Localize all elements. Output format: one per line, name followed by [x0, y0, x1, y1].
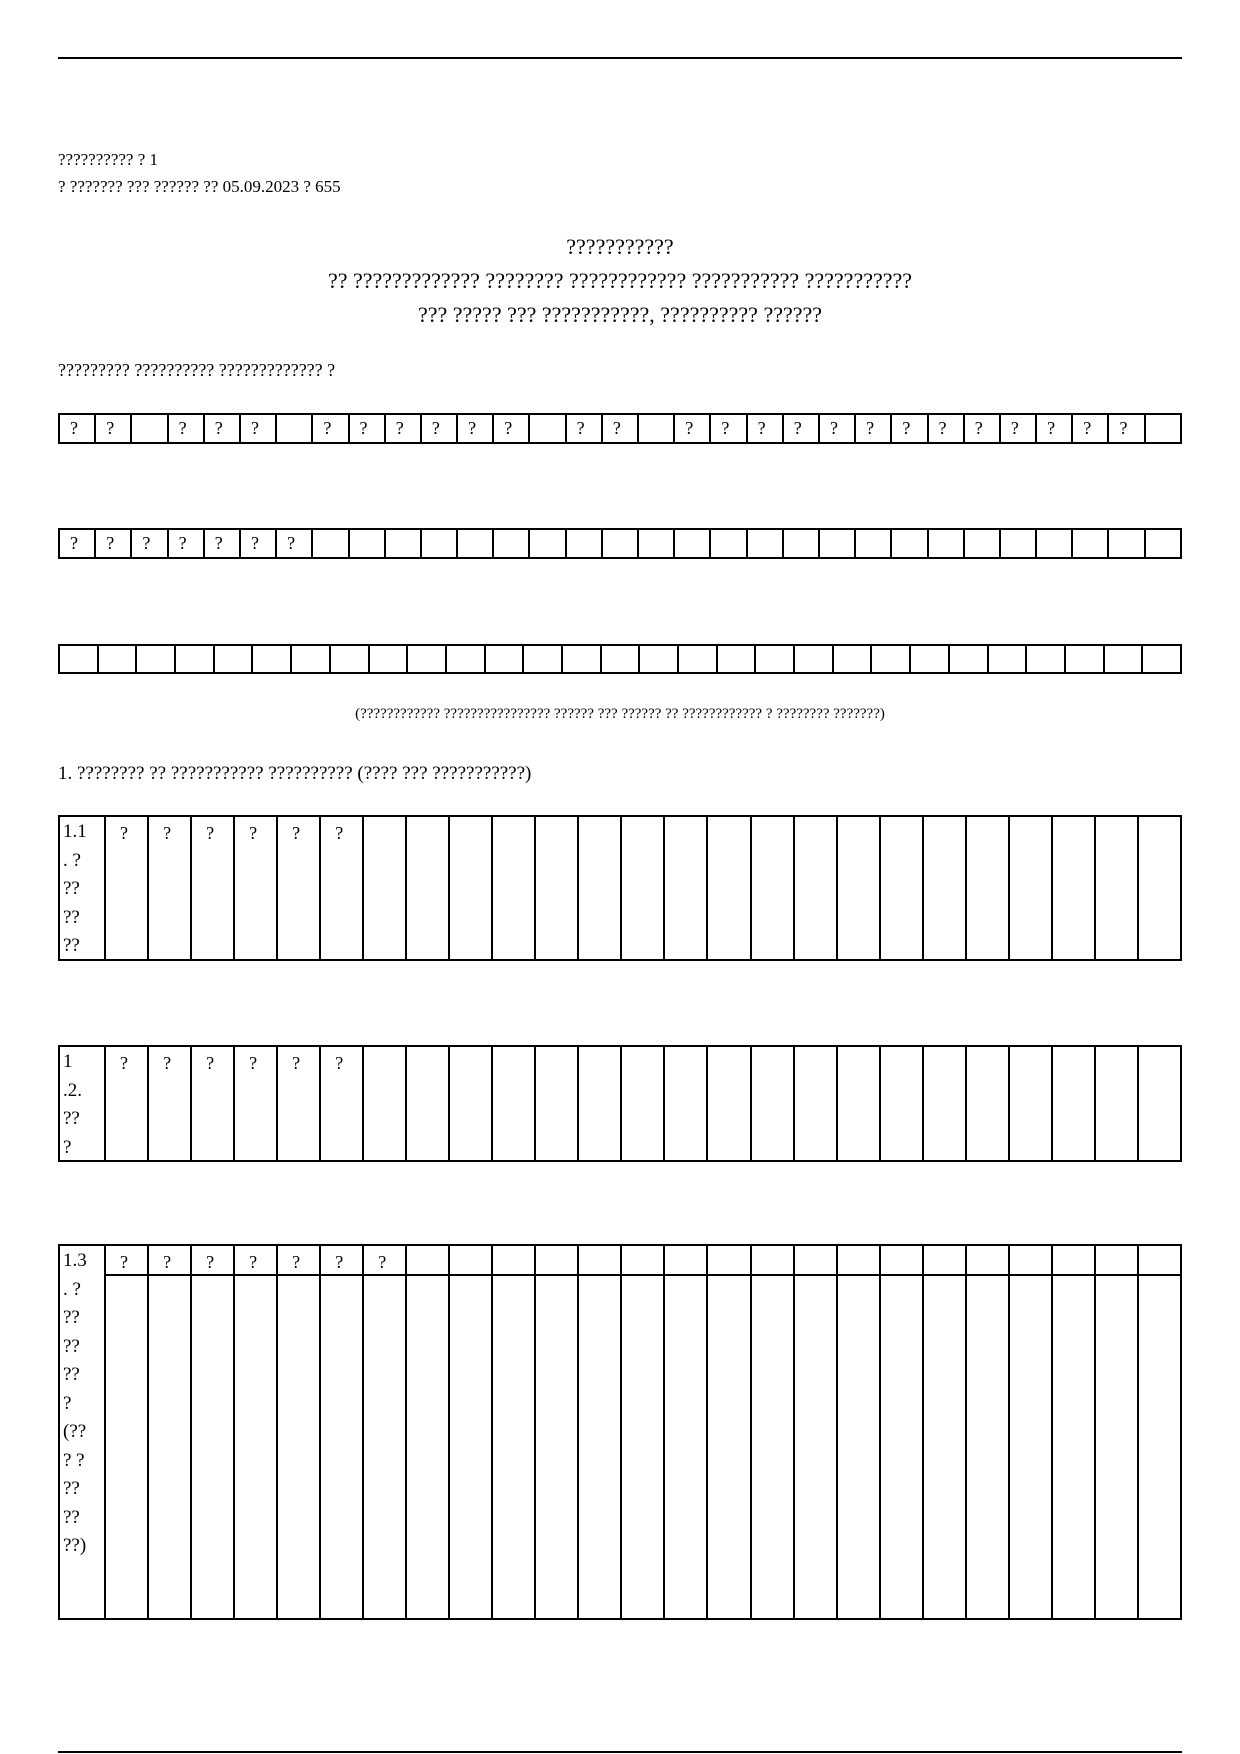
column-header-cell[interactable]: [795, 1246, 836, 1276]
name-row-3-cell[interactable]: [99, 646, 138, 672]
column-header-cell[interactable]: [665, 1246, 706, 1276]
table-1-1-column[interactable]: [149, 817, 192, 959]
name-row-2-cell[interactable]: [60, 530, 96, 557]
name-row-1-cell[interactable]: [820, 415, 856, 442]
name-row-3-cell[interactable]: [640, 646, 679, 672]
table-1-1-column[interactable]: [708, 817, 751, 959]
name-row-2-cell[interactable]: [530, 530, 566, 557]
table-1-2-column[interactable]: [924, 1047, 967, 1160]
cell-character: ?: [431, 418, 440, 438]
name-row-3-cell[interactable]: [215, 646, 254, 672]
name-row-2-cell[interactable]: [1001, 530, 1037, 557]
name-row-2-cell[interactable]: [205, 530, 241, 557]
form-title-line-3: ??? ????? ??? ???????????, ?????????? ??????: [417, 302, 823, 327]
cell-character: ?: [323, 418, 332, 438]
cell-character: ?: [163, 823, 172, 843]
cell-character: ?: [120, 1252, 129, 1272]
table-1-1-column[interactable]: [1010, 817, 1053, 959]
name-row-1-cell[interactable]: [965, 415, 1001, 442]
table-1-2-column[interactable]: [1010, 1047, 1053, 1160]
name-row-3-cell[interactable]: [718, 646, 757, 672]
name-row-1-cell[interactable]: [1001, 415, 1037, 442]
table-1-1-label: [60, 817, 106, 959]
name-row-2-cell[interactable]: [856, 530, 892, 557]
name-row-2-cell[interactable]: [313, 530, 349, 557]
name-row-3-cell[interactable]: [950, 646, 989, 672]
label-line: ?: [63, 1136, 72, 1158]
cell-character: ?: [292, 1252, 301, 1272]
name-row-3-cell[interactable]: [447, 646, 486, 672]
table-1-2: [58, 1045, 1182, 1162]
column-header-cell[interactable]: [1010, 1246, 1051, 1276]
name-caption: (???????????? ???????????????? ?????? ??? ?????? ?? ???????????? ? ???????? ???????): [355, 706, 885, 722]
name-row-1-cell[interactable]: [1146, 415, 1180, 442]
name-row-2-cell[interactable]: [784, 530, 820, 557]
table-1-2-column[interactable]: [536, 1047, 579, 1160]
table-1-2-column[interactable]: [106, 1047, 149, 1160]
name-row-2-cell[interactable]: [748, 530, 784, 557]
cell-character: ?: [70, 533, 78, 553]
label-line: 1: [63, 1051, 73, 1072]
table-1-3-column[interactable]: [493, 1246, 536, 1618]
section-1-heading: 1. ???????? ?? ??????????? ?????????? (???? ??? ???????????): [58, 763, 532, 784]
name-row-2-cell[interactable]: [241, 530, 277, 557]
name-row-2-cell[interactable]: [422, 530, 458, 557]
column-header-cell[interactable]: [838, 1246, 879, 1276]
table-1-3-column[interactable]: [795, 1246, 838, 1618]
name-row-1-cell[interactable]: [1073, 415, 1109, 442]
cell-character: ?: [974, 418, 983, 438]
table-1-1-column[interactable]: [924, 817, 967, 959]
cell-character: ?: [335, 1053, 344, 1073]
cell-character: ?: [359, 418, 368, 438]
name-row-2-cell[interactable]: [1109, 530, 1145, 557]
table-1-1-column[interactable]: [1139, 817, 1180, 959]
name-row-3-cell[interactable]: [1143, 646, 1180, 672]
name-row-3-cell[interactable]: [370, 646, 409, 672]
cell-character: ?: [250, 418, 259, 438]
name-row-2-cell[interactable]: [639, 530, 675, 557]
name-row-2-cell[interactable]: [892, 530, 928, 557]
column-header-cell[interactable]: [450, 1246, 491, 1276]
top-rule: [58, 57, 1182, 59]
table-1-1-column[interactable]: [536, 817, 579, 959]
table-1-3-column[interactable]: [622, 1246, 665, 1618]
cell-character: ?: [287, 533, 296, 553]
name-row-1-cell[interactable]: [205, 415, 241, 442]
label-line: ??: [63, 1364, 80, 1385]
table-1-2-column[interactable]: [665, 1047, 708, 1160]
table-1-2-column[interactable]: [881, 1047, 924, 1160]
table-1-3-column[interactable]: [536, 1246, 579, 1618]
name-row-2-cell[interactable]: [494, 530, 530, 557]
label-line: (??: [63, 1421, 87, 1442]
table-1-3-column[interactable]: [1096, 1246, 1139, 1618]
column-header-cell[interactable]: [579, 1246, 620, 1276]
name-row-3-cell[interactable]: [1105, 646, 1144, 672]
label-line: ?: [63, 1392, 72, 1414]
table-1-2-column[interactable]: [235, 1047, 278, 1160]
cell-character: ?: [504, 418, 513, 438]
cell-character: ?: [214, 533, 223, 553]
table-1-2-column[interactable]: [622, 1047, 665, 1160]
name-row-2-cell[interactable]: [1146, 530, 1180, 557]
name-row-1-cell[interactable]: [711, 415, 747, 442]
cell-character: ?: [378, 1252, 387, 1272]
name-row-3-cell[interactable]: [872, 646, 911, 672]
table-1-1-column[interactable]: [1096, 817, 1139, 959]
cell-character: ?: [1010, 418, 1019, 438]
cell-character: ?: [793, 418, 802, 438]
column-header-cell[interactable]: [1139, 1246, 1180, 1276]
table-1-1-column[interactable]: [1053, 817, 1096, 959]
cell-character: ?: [1047, 418, 1056, 438]
order-reference: ? ??????? ??? ?????? ?? 05.09.2023 ? 655: [58, 177, 341, 196]
cell-character: ?: [292, 1053, 301, 1073]
column-header-cell[interactable]: [752, 1246, 793, 1276]
label-line: ??: [63, 878, 80, 899]
name-row-3-cell[interactable]: [176, 646, 215, 672]
name-row-3-cell[interactable]: [137, 646, 176, 672]
name-row-1-cell[interactable]: [567, 415, 603, 442]
table-1-2-column[interactable]: [493, 1047, 536, 1160]
table-1-3-column[interactable]: [1053, 1246, 1096, 1618]
cell-character: ?: [612, 418, 621, 438]
table-1-3-column[interactable]: [106, 1246, 149, 1618]
cell-character: ?: [178, 533, 187, 553]
cell-character: ?: [829, 418, 838, 438]
label-line: ??: [63, 1307, 80, 1328]
cell-character: ?: [214, 418, 223, 438]
cell-character: ?: [335, 823, 344, 843]
cell-character: ?: [721, 418, 730, 438]
name-row-3-cell[interactable]: [563, 646, 602, 672]
table-1-2-column[interactable]: [967, 1047, 1010, 1160]
name-row-2-cell[interactable]: [929, 530, 965, 557]
column-header-cell[interactable]: [967, 1246, 1008, 1276]
table-1-2-column[interactable]: [450, 1047, 493, 1160]
name-row-1-cell[interactable]: [748, 415, 784, 442]
label-line: ? ?: [63, 1449, 85, 1471]
table-1-3-column[interactable]: [579, 1246, 622, 1618]
name-row-1-cell[interactable]: [856, 415, 892, 442]
name-row-1-cell[interactable]: [1109, 415, 1145, 442]
name-row-2-cell[interactable]: [603, 530, 639, 557]
table-1-2-column[interactable]: [192, 1047, 235, 1160]
label-line: ??): [63, 1535, 87, 1556]
bottom-rule: [58, 1751, 1182, 1753]
cell-character: ?: [576, 418, 585, 438]
table-1-3-column[interactable]: [665, 1246, 708, 1618]
table-1-1-column[interactable]: [665, 817, 708, 959]
table-1-3-column[interactable]: [149, 1246, 192, 1618]
table-1-1: [58, 815, 1182, 961]
name-row-1-cell[interactable]: [96, 415, 132, 442]
cell-character: ?: [120, 1053, 129, 1073]
name-row-1-cell[interactable]: [530, 415, 566, 442]
cell-character: ?: [757, 418, 766, 438]
cell-character: ?: [106, 533, 115, 553]
cell-character: ?: [1083, 418, 1092, 438]
table-1-3-column[interactable]: [450, 1246, 493, 1618]
name-row-2-cell[interactable]: [1037, 530, 1073, 557]
name-row-3-cell[interactable]: [60, 646, 99, 672]
name-row-2-cell[interactable]: [567, 530, 603, 557]
table-1-3-column[interactable]: [924, 1246, 967, 1618]
table-1-3-column[interactable]: [708, 1246, 751, 1618]
name-row-2-cell[interactable]: [386, 530, 422, 557]
name-row-3-cell[interactable]: [602, 646, 641, 672]
table-1-1-column[interactable]: [278, 817, 321, 959]
name-row-1-cell[interactable]: [132, 415, 168, 442]
table-1-1-column[interactable]: [622, 817, 665, 959]
name-row-3-cell[interactable]: [989, 646, 1028, 672]
label-line: ??: [63, 1506, 80, 1528]
cell-character: ?: [685, 418, 694, 438]
name-row-2-cell[interactable]: [169, 530, 205, 557]
name-row-1-cell[interactable]: [313, 415, 349, 442]
name-row-2-cell[interactable]: [711, 530, 747, 557]
cell-character: ?: [206, 823, 215, 843]
name-row-2-cell[interactable]: [96, 530, 132, 557]
column-header-cell[interactable]: [622, 1246, 663, 1276]
label-line: .2.: [63, 1079, 82, 1101]
name-row-3-cell[interactable]: [911, 646, 950, 672]
table-1-2-column[interactable]: [1053, 1047, 1096, 1160]
name-row-2-cell[interactable]: [458, 530, 494, 557]
cell-character: ?: [206, 1053, 215, 1073]
table-1-1-column[interactable]: [364, 817, 407, 959]
table-1-1-column[interactable]: [838, 817, 881, 959]
table-1-3-column[interactable]: [235, 1246, 278, 1618]
table-1-3-column[interactable]: [364, 1246, 407, 1618]
name-row-1-cell[interactable]: [422, 415, 458, 442]
label-line: . ?: [63, 1278, 81, 1300]
table-1-1-column[interactable]: [321, 817, 364, 959]
column-header-cell[interactable]: [881, 1246, 922, 1276]
table-1-2-column[interactable]: [708, 1047, 751, 1160]
label-line: ??: [63, 1335, 80, 1357]
name-row-1-cell[interactable]: [784, 415, 820, 442]
name-row-1-cell[interactable]: [277, 415, 313, 442]
table-1-1-column[interactable]: [407, 817, 450, 959]
name-row-2-cell[interactable]: [277, 530, 313, 557]
form-title-line-2: ?? ????????????? ???????? ???????????? ??????????? ???????????: [327, 268, 913, 293]
column-header-cell[interactable]: [536, 1246, 577, 1276]
name-row-1-cell[interactable]: [241, 415, 277, 442]
cell-character: ?: [395, 418, 404, 438]
appendix-label: ?????????? ? 1: [58, 150, 158, 169]
name-row-1-cell[interactable]: [603, 415, 639, 442]
name-row-3-cell[interactable]: [679, 646, 718, 672]
table-1-3-column[interactable]: [967, 1246, 1010, 1618]
table-1-2-column[interactable]: [795, 1047, 838, 1160]
table-1-3: [58, 1244, 1182, 1620]
table-1-2-column[interactable]: [364, 1047, 407, 1160]
name-row-3-cell[interactable]: [795, 646, 834, 672]
table-1-1-column[interactable]: [579, 817, 622, 959]
column-header-cell[interactable]: [1096, 1246, 1137, 1276]
table-1-3-column[interactable]: [278, 1246, 321, 1618]
name-row-1-cell[interactable]: [494, 415, 530, 442]
cell-character: ?: [163, 1053, 172, 1073]
label-line: 1.3: [63, 1250, 87, 1271]
table-1-1-column[interactable]: [192, 817, 235, 959]
column-header-cell[interactable]: [924, 1246, 965, 1276]
name-row-3-cell[interactable]: [834, 646, 873, 672]
table-1-3-column[interactable]: [881, 1246, 924, 1618]
label-line: ??: [63, 935, 80, 956]
label-line: ??: [63, 1108, 80, 1129]
name-row-3-cell[interactable]: [292, 646, 331, 672]
name-row-2-cell[interactable]: [1073, 530, 1109, 557]
name-row-3-cell[interactable]: [524, 646, 563, 672]
label-line: ??: [63, 906, 80, 928]
name-row-2-cell[interactable]: [132, 530, 168, 557]
cell-character: ?: [142, 533, 151, 553]
table-1-3-column[interactable]: [192, 1246, 235, 1618]
cell-character: ?: [249, 1053, 258, 1073]
table-1-1-column[interactable]: [106, 817, 149, 959]
name-row-1-cell[interactable]: [386, 415, 422, 442]
table-1-3-column[interactable]: [838, 1246, 881, 1618]
cell-character: ?: [468, 418, 477, 438]
name-row-1-cell[interactable]: [60, 415, 96, 442]
name-row-1-cell[interactable]: [458, 415, 494, 442]
table-1-2-column[interactable]: [321, 1047, 364, 1160]
name-row-2-cell[interactable]: [820, 530, 856, 557]
table-1-3-column[interactable]: [752, 1246, 795, 1618]
table-1-2-column[interactable]: [838, 1047, 881, 1160]
cell-character: ?: [938, 418, 947, 438]
cell-character: ?: [178, 418, 187, 438]
name-row-3-cell[interactable]: [1066, 646, 1105, 672]
table-1-1-column[interactable]: [752, 817, 795, 959]
cell-character: ?: [206, 1252, 215, 1272]
table-1-2-label: [60, 1047, 106, 1160]
table-1-1-column[interactable]: [450, 817, 493, 959]
table-1-1-column[interactable]: [881, 817, 924, 959]
cell-character: ?: [866, 418, 875, 438]
table-1-1-column[interactable]: [235, 817, 278, 959]
table-1-3-column[interactable]: [407, 1246, 450, 1618]
name-row-1-cell[interactable]: [639, 415, 675, 442]
name-row-1-cell[interactable]: [892, 415, 928, 442]
table-1-2-column[interactable]: [1139, 1047, 1180, 1160]
name-row-3-cell[interactable]: [756, 646, 795, 672]
cell-character: ?: [292, 823, 301, 843]
cell-character: ?: [335, 1252, 344, 1272]
table-1-1-column[interactable]: [795, 817, 838, 959]
applicant-name-row-1: [58, 413, 1182, 444]
applicant-name-label: ????????? ?????????? ????????????? ?: [58, 360, 336, 380]
table-1-1-column[interactable]: [493, 817, 536, 959]
cell-character: ?: [250, 533, 259, 553]
name-row-1-cell[interactable]: [1037, 415, 1073, 442]
table-1-2-column[interactable]: [407, 1047, 450, 1160]
applicant-name-row-2: [58, 528, 1182, 559]
name-row-3-cell[interactable]: [253, 646, 292, 672]
label-line: 1.1: [63, 821, 87, 842]
cell-character: ?: [249, 823, 258, 843]
table-1-2-column[interactable]: [278, 1047, 321, 1160]
name-row-2-cell[interactable]: [675, 530, 711, 557]
table-1-3-column[interactable]: [1139, 1246, 1180, 1618]
column-header-cell[interactable]: [407, 1246, 448, 1276]
name-row-3-cell[interactable]: [1027, 646, 1066, 672]
table-1-3-label: [60, 1246, 106, 1618]
name-row-3-cell[interactable]: [408, 646, 447, 672]
label-line: ??: [63, 1478, 80, 1499]
table-1-2-column[interactable]: [579, 1047, 622, 1160]
name-row-1-cell[interactable]: [350, 415, 386, 442]
table-1-2-column[interactable]: [752, 1047, 795, 1160]
cell-character: ?: [249, 1252, 258, 1272]
name-row-3-cell[interactable]: [486, 646, 525, 672]
table-1-3-column[interactable]: [321, 1246, 364, 1618]
name-row-3-cell[interactable]: [331, 646, 370, 672]
table-1-2-column[interactable]: [1096, 1047, 1139, 1160]
label-line: . ?: [63, 849, 81, 871]
cell-character: ?: [70, 418, 78, 438]
cell-character: ?: [1119, 418, 1128, 438]
name-row-2-cell[interactable]: [350, 530, 386, 557]
column-header-cell[interactable]: [1053, 1246, 1094, 1276]
name-row-1-cell[interactable]: [929, 415, 965, 442]
cell-character: ?: [120, 823, 129, 843]
name-row-1-cell[interactable]: [169, 415, 205, 442]
applicant-name-row-3: [58, 644, 1182, 674]
cell-character: ?: [902, 418, 911, 438]
name-row-1-cell[interactable]: [675, 415, 711, 442]
cell-character: ?: [163, 1252, 172, 1272]
table-1-2-column[interactable]: [149, 1047, 192, 1160]
table-1-3-column[interactable]: [1010, 1246, 1053, 1618]
cell-character: ?: [106, 418, 115, 438]
column-header-cell[interactable]: [708, 1246, 749, 1276]
table-1-1-column[interactable]: [967, 817, 1010, 959]
column-header-cell[interactable]: [493, 1246, 534, 1276]
form-title: ???????????: [566, 234, 674, 259]
name-row-2-cell[interactable]: [965, 530, 1001, 557]
